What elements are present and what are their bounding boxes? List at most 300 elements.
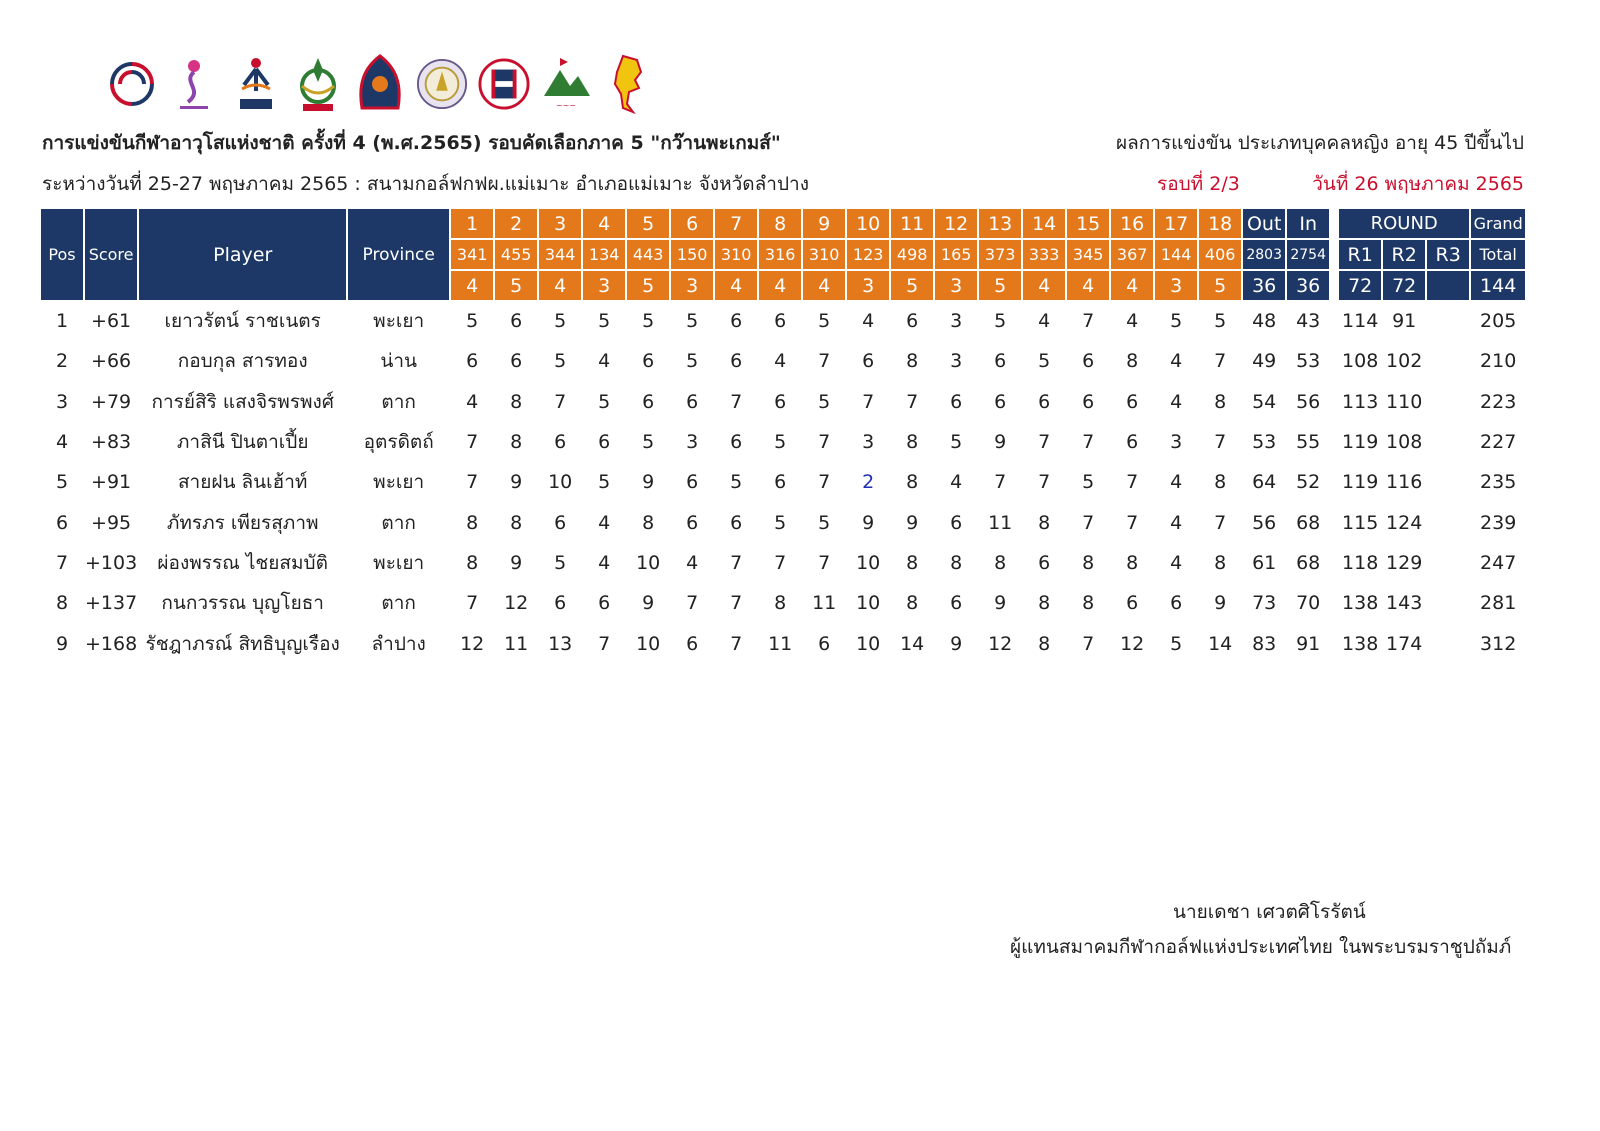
r3-cell xyxy=(1427,503,1469,541)
hole-score: 9 xyxy=(862,511,875,534)
hole-number: 6 xyxy=(671,209,713,238)
r3-cell xyxy=(1427,584,1469,622)
thailand-map-logo xyxy=(602,53,654,115)
round-label: R2 xyxy=(1383,240,1425,269)
hole-score: 6 xyxy=(1038,551,1051,574)
hole-score: 14 xyxy=(1208,632,1233,655)
hole-score: 5 xyxy=(1082,471,1095,494)
hole-score: 5 xyxy=(950,431,963,454)
hole-score: 11 xyxy=(768,632,793,655)
table-row xyxy=(41,423,1525,461)
hole-yardage: 333 xyxy=(1023,240,1065,269)
hole-score: 8 xyxy=(906,350,919,373)
round-par: 72 xyxy=(1339,271,1381,300)
hole-score: 6 xyxy=(554,431,567,454)
hole-score: 6 xyxy=(510,350,523,373)
hole-score: 7 xyxy=(862,390,875,413)
total-cell: 281 xyxy=(1480,592,1517,615)
hole-score: 4 xyxy=(1170,471,1183,494)
player-cell: ภัทรภร เพียรสุภาพ xyxy=(166,511,319,534)
table-row xyxy=(41,624,1525,662)
hole-score: 4 xyxy=(598,551,611,574)
province-cell: ตาก xyxy=(381,511,416,534)
hole-score: 7 xyxy=(730,632,743,655)
r1-cell: 114 xyxy=(1342,310,1379,333)
hole-score: 8 xyxy=(1214,390,1227,413)
r2-cell: 129 xyxy=(1386,551,1423,574)
hole-yardage: 373 xyxy=(979,240,1021,269)
nsdf-logo xyxy=(230,53,282,115)
hole-number: 17 xyxy=(1155,209,1197,238)
table-row xyxy=(41,342,1525,380)
hole-score: 7 xyxy=(818,551,831,574)
pos-cell: 8 xyxy=(55,592,69,615)
hole-score: 6 xyxy=(598,592,611,615)
hole-par: 4 xyxy=(803,271,845,300)
out-cell: 64 xyxy=(1252,471,1277,494)
hole-score: 5 xyxy=(642,310,655,333)
hole-score: 6 xyxy=(950,390,963,413)
player-cell: เยาวรัตน์ ราชเนตร xyxy=(164,310,321,333)
province-cell: พะเยา xyxy=(373,551,425,574)
province-cell: อุตรดิตถ์ xyxy=(363,431,434,454)
hole-par: 4 xyxy=(1111,271,1153,300)
hole-score: 6 xyxy=(686,511,699,534)
hole-score: 6 xyxy=(730,350,743,373)
hole-score: 12 xyxy=(988,632,1013,655)
in-cell: 68 xyxy=(1296,511,1321,534)
hole-number: 14 xyxy=(1023,209,1065,238)
in-cell: 53 xyxy=(1296,350,1321,373)
in-cell: 91 xyxy=(1296,632,1321,655)
hole-score: 7 xyxy=(466,431,479,454)
hole-score: 6 xyxy=(1126,390,1139,413)
hole-score: 4 xyxy=(774,350,787,373)
hole-score: 8 xyxy=(994,551,1007,574)
hole-score: 9 xyxy=(510,551,523,574)
signatory-position: ผู้แทนสมาคมกีฬากอล์ฟแห่งประเทศไทย ในพระบรมราชูปถัมภ์ xyxy=(1010,936,1512,958)
hole-score: 5 xyxy=(686,350,699,373)
total-cell: 235 xyxy=(1480,471,1517,494)
r3-cell xyxy=(1427,544,1469,582)
hole-score: 3 xyxy=(950,310,963,333)
out-cell: 48 xyxy=(1252,310,1277,333)
pos-cell: 4 xyxy=(55,431,69,454)
hole-score: 8 xyxy=(510,511,523,534)
hole-score: 8 xyxy=(510,431,523,454)
table-row xyxy=(41,463,1525,501)
hole-yardage: 316 xyxy=(759,240,801,269)
hole-score: 5 xyxy=(818,511,831,534)
hole-par: 4 xyxy=(715,271,757,300)
pos-header: Pos xyxy=(41,209,83,300)
hole-score: 6 xyxy=(598,431,611,454)
pos-cell: 9 xyxy=(55,632,69,655)
hole-yardage: 144 xyxy=(1155,240,1197,269)
hole-par: 5 xyxy=(495,271,537,300)
hole-score: 4 xyxy=(1170,511,1183,534)
score-cell: +137 xyxy=(85,592,138,615)
pos-cell: 5 xyxy=(55,471,69,494)
hole-score: 5 xyxy=(774,431,787,454)
hole-score: 6 xyxy=(774,390,787,413)
sports-authority-logo xyxy=(106,53,158,115)
women-sport-logo xyxy=(168,53,220,115)
hole-score: 4 xyxy=(950,471,963,494)
hole-score: 4 xyxy=(598,350,611,373)
hole-yardage: 367 xyxy=(1111,240,1153,269)
hole-score: 5 xyxy=(818,310,831,333)
hole-score: 12 xyxy=(1120,632,1145,655)
table-row xyxy=(41,584,1525,622)
total-header: Total xyxy=(1471,240,1525,269)
total-cell: 223 xyxy=(1480,390,1517,413)
r2-cell: 124 xyxy=(1386,511,1423,534)
spacer xyxy=(1331,342,1337,380)
hole-score: 7 xyxy=(1038,471,1051,494)
event-date: วันที่ 26 พฤษภาคม 2565 xyxy=(1312,173,1524,195)
par-out: 36 xyxy=(1243,271,1285,300)
hole-score: 8 xyxy=(510,390,523,413)
table-row xyxy=(41,302,1525,340)
hole-score: 5 xyxy=(1170,310,1183,333)
hole-score: 5 xyxy=(1170,632,1183,655)
hole-score: 7 xyxy=(818,431,831,454)
hole-score: 9 xyxy=(994,592,1007,615)
score-cell: +91 xyxy=(91,471,132,494)
hole-number: 11 xyxy=(891,209,933,238)
hole-score: 8 xyxy=(906,551,919,574)
hole-par: 3 xyxy=(847,271,889,300)
hole-score: 9 xyxy=(642,592,655,615)
r2-cell: 91 xyxy=(1392,310,1417,333)
hole-yardage: 150 xyxy=(671,240,713,269)
hole-score: 10 xyxy=(548,471,573,494)
hole-score: 4 xyxy=(1170,390,1183,413)
olympic-committee-logo xyxy=(478,53,530,115)
pos-cell: 3 xyxy=(55,390,69,413)
hole-score: 6 xyxy=(1170,592,1183,615)
hole-score: 9 xyxy=(1214,592,1227,615)
hole-score: 9 xyxy=(950,632,963,655)
hole-yardage: 455 xyxy=(495,240,537,269)
hole-score: 6 xyxy=(950,592,963,615)
hole-yardage: 134 xyxy=(583,240,625,269)
hole-score: 5 xyxy=(994,310,1007,333)
hole-score: 6 xyxy=(1126,431,1139,454)
score-cell: +66 xyxy=(91,350,132,373)
hole-score: 8 xyxy=(1214,551,1227,574)
hole-score: 8 xyxy=(1038,632,1051,655)
hole-number: 1 xyxy=(451,209,493,238)
hole-yardage: 443 xyxy=(627,240,669,269)
hole-score: 6 xyxy=(774,471,787,494)
spacer xyxy=(1331,423,1337,461)
hole-score: 6 xyxy=(994,390,1007,413)
hole-score: 8 xyxy=(1038,511,1051,534)
hole-score: 5 xyxy=(598,471,611,494)
hole-score: 7 xyxy=(1082,511,1095,534)
hole-score: 7 xyxy=(1082,632,1095,655)
table-row xyxy=(41,544,1525,582)
yardage-in: 2754 xyxy=(1287,240,1329,269)
spacer xyxy=(1331,544,1337,582)
total-cell: 239 xyxy=(1480,511,1517,534)
score-cell: +95 xyxy=(91,511,132,534)
hole-score: 7 xyxy=(730,592,743,615)
hole-yardage: 341 xyxy=(451,240,493,269)
hole-score: 9 xyxy=(994,431,1007,454)
hole-score: 6 xyxy=(554,511,567,534)
out-header: Out xyxy=(1243,209,1285,238)
hole-par: 4 xyxy=(1023,271,1065,300)
table-row xyxy=(41,503,1525,541)
hole-score: 7 xyxy=(1082,310,1095,333)
hole-score: 6 xyxy=(730,310,743,333)
hole-score: 7 xyxy=(730,390,743,413)
player-cell: รัชฎาภรณ์ สิทธิบุญเรือง xyxy=(145,632,340,655)
hole-score: 8 xyxy=(950,551,963,574)
total-cell: 247 xyxy=(1480,551,1517,574)
player-cell: การย์สิริ แสงจิรพรพงศ์ xyxy=(151,390,334,413)
province-header: Province xyxy=(348,209,449,300)
hole-score: 4 xyxy=(466,390,479,413)
hole-number: 7 xyxy=(715,209,757,238)
category-label: ผลการแข่งขัน ประเภทบุคคลหญิง อายุ 45 ปีขึ้นไป xyxy=(1116,132,1524,154)
hole-score: 4 xyxy=(862,310,875,333)
hole-score: 5 xyxy=(554,350,567,373)
hole-score: 8 xyxy=(906,592,919,615)
hole-yardage: 345 xyxy=(1067,240,1109,269)
pos-cell: 2 xyxy=(55,350,69,373)
hole-yardage: 123 xyxy=(847,240,889,269)
spacer xyxy=(1331,240,1337,269)
hole-score: 14 xyxy=(900,632,925,655)
hole-score: 12 xyxy=(504,592,529,615)
hole-score: 4 xyxy=(1126,310,1139,333)
hole-score: 3 xyxy=(950,350,963,373)
r3-cell xyxy=(1427,423,1469,461)
pos-cell: 1 xyxy=(55,310,69,333)
hole-score: 6 xyxy=(686,471,699,494)
hole-score: 5 xyxy=(598,390,611,413)
hole-yardage: 165 xyxy=(935,240,977,269)
hole-score: 8 xyxy=(906,431,919,454)
hole-par: 5 xyxy=(1199,271,1241,300)
hole-par: 5 xyxy=(627,271,669,300)
hole-score: 10 xyxy=(856,551,881,574)
hole-score: 7 xyxy=(466,471,479,494)
hole-score: 5 xyxy=(818,390,831,413)
hole-number: 3 xyxy=(539,209,581,238)
hole-score: 7 xyxy=(774,551,787,574)
hole-number: 10 xyxy=(847,209,889,238)
hole-score: 5 xyxy=(466,310,479,333)
hole-score: 3 xyxy=(686,431,699,454)
hole-score: 7 xyxy=(1038,431,1051,454)
hole-score: 10 xyxy=(636,632,661,655)
spacer xyxy=(1331,624,1337,662)
hole-score: 10 xyxy=(856,632,881,655)
spacer xyxy=(1331,503,1337,541)
in-cell: 43 xyxy=(1296,310,1321,333)
hole-score: 4 xyxy=(1170,551,1183,574)
r1-cell: 138 xyxy=(1342,592,1379,615)
total-cell: 227 xyxy=(1480,431,1517,454)
hole-number: 8 xyxy=(759,209,801,238)
hole-score: 11 xyxy=(988,511,1013,534)
hole-score: 5 xyxy=(730,471,743,494)
r2-cell: 143 xyxy=(1386,592,1423,615)
r3-cell xyxy=(1427,383,1469,421)
hole-score: 5 xyxy=(686,310,699,333)
player-cell: สายฝน ลินเฮ้าท์ xyxy=(177,471,308,494)
hole-score: 8 xyxy=(642,511,655,534)
hole-number: 13 xyxy=(979,209,1021,238)
hole-score: 7 xyxy=(686,592,699,615)
hole-score: 7 xyxy=(818,471,831,494)
hole-number: 2 xyxy=(495,209,537,238)
hole-score: 6 xyxy=(862,350,875,373)
hole-score: 9 xyxy=(510,471,523,494)
hole-score: 10 xyxy=(856,592,881,615)
hole-score: 13 xyxy=(548,632,573,655)
signatory-name: นายเดชา เศวตศิโรรัตน์ xyxy=(1173,901,1366,923)
in-cell: 70 xyxy=(1296,592,1321,615)
hole-score: 6 xyxy=(818,632,831,655)
in-cell: 56 xyxy=(1296,390,1321,413)
hole-score: 7 xyxy=(1214,350,1227,373)
total-cell: 210 xyxy=(1480,350,1517,373)
hole-score: 6 xyxy=(642,350,655,373)
round-indicator: รอบที่ 2/3 xyxy=(1157,173,1240,195)
hole-score: 6 xyxy=(1126,592,1139,615)
round-par: 72 xyxy=(1383,271,1425,300)
hole-score: 7 xyxy=(818,350,831,373)
r2-cell: 110 xyxy=(1386,390,1423,413)
province-cell: น่าน xyxy=(380,350,418,373)
player-header: Player xyxy=(139,209,346,300)
hole-number: 18 xyxy=(1199,209,1241,238)
spacer xyxy=(1331,271,1337,300)
round-label: R1 xyxy=(1339,240,1381,269)
hole-score: 6 xyxy=(730,511,743,534)
r2-cell: 174 xyxy=(1386,632,1423,655)
score-cell: +61 xyxy=(91,310,132,333)
province-cell: ลำปาง xyxy=(371,632,426,655)
hole-par: 5 xyxy=(891,271,933,300)
hole-score: 7 xyxy=(1082,431,1095,454)
round-par xyxy=(1427,271,1469,300)
hole-number: 9 xyxy=(803,209,845,238)
hole-score: 6 xyxy=(730,431,743,454)
hole-score: 6 xyxy=(686,632,699,655)
par-in: 36 xyxy=(1287,271,1329,300)
hole-score: 6 xyxy=(994,350,1007,373)
r1-cell: 119 xyxy=(1342,431,1379,454)
hole-score: 3 xyxy=(862,431,875,454)
r1-cell: 115 xyxy=(1342,511,1379,534)
hole-score: 4 xyxy=(1038,310,1051,333)
hole-score: 5 xyxy=(1038,350,1051,373)
hole-score: 4 xyxy=(686,551,699,574)
hole-score: 8 xyxy=(774,592,787,615)
out-cell: 54 xyxy=(1252,390,1277,413)
r1-cell: 138 xyxy=(1342,632,1379,655)
out-cell: 61 xyxy=(1252,551,1277,574)
spacer xyxy=(1331,463,1337,501)
hole-score: 7 xyxy=(466,592,479,615)
grand-header: Grand xyxy=(1471,209,1525,238)
total-cell: 312 xyxy=(1480,632,1517,655)
hole-score: 6 xyxy=(1082,350,1095,373)
hole-score: 8 xyxy=(1126,350,1139,373)
hole-number: 5 xyxy=(627,209,669,238)
hole-score: 6 xyxy=(1038,390,1051,413)
hole-number: 12 xyxy=(935,209,977,238)
out-cell: 53 xyxy=(1252,431,1277,454)
hole-score: 8 xyxy=(1214,471,1227,494)
hole-score: 7 xyxy=(1126,511,1139,534)
hole-number: 15 xyxy=(1067,209,1109,238)
venue-info: ระหว่างวันที่ 25-27 พฤษภาคม 2565 : สนามกอล์ฟกฟผ.แม่เมาะ อำเภอแม่เมาะ จังหวัดลำปาง xyxy=(42,173,809,195)
spacer xyxy=(1331,302,1337,340)
temple-emblem-logo xyxy=(416,53,468,115)
hole-score: 3 xyxy=(1170,431,1183,454)
hole-score: 6 xyxy=(466,350,479,373)
r3-cell xyxy=(1427,342,1469,380)
hole-score: 6 xyxy=(686,390,699,413)
table-row xyxy=(41,383,1525,421)
hole-score: 6 xyxy=(774,310,787,333)
hole-score: 10 xyxy=(636,551,661,574)
pos-cell: 7 xyxy=(55,551,69,574)
hole-score: 7 xyxy=(1214,511,1227,534)
province-cell: ตาก xyxy=(381,390,416,413)
hole-score: 7 xyxy=(598,632,611,655)
hole-score: 6 xyxy=(906,310,919,333)
hole-score: 4 xyxy=(598,511,611,534)
hole-score: 5 xyxy=(554,310,567,333)
hole-par: 3 xyxy=(671,271,713,300)
in-cell: 52 xyxy=(1296,471,1321,494)
par-total: 144 xyxy=(1471,271,1525,300)
results-table xyxy=(39,207,1527,665)
hole-score: 9 xyxy=(642,471,655,494)
provincial-emblem-logo xyxy=(354,53,406,115)
hole-number: 4 xyxy=(583,209,625,238)
hole-score: 7 xyxy=(554,390,567,413)
hole-par: 3 xyxy=(1155,271,1197,300)
hole-score: 8 xyxy=(466,511,479,534)
province-cell: พะเยา xyxy=(373,310,425,333)
hole-score: 12 xyxy=(460,632,485,655)
hole-score: 7 xyxy=(1214,431,1227,454)
hole-score: 7 xyxy=(730,551,743,574)
out-cell: 83 xyxy=(1252,632,1277,655)
hole-score: 2 xyxy=(862,471,875,494)
out-cell: 49 xyxy=(1252,350,1277,373)
r3-cell xyxy=(1427,302,1469,340)
yardage-out: 2803 xyxy=(1243,240,1285,269)
hole-score: 5 xyxy=(554,551,567,574)
hole-score: 11 xyxy=(504,632,529,655)
r1-cell: 119 xyxy=(1342,471,1379,494)
hole-yardage: 406 xyxy=(1199,240,1241,269)
hole-yardage: 310 xyxy=(715,240,757,269)
ministry-garuda-logo xyxy=(292,53,344,115)
hole-yardage: 498 xyxy=(891,240,933,269)
